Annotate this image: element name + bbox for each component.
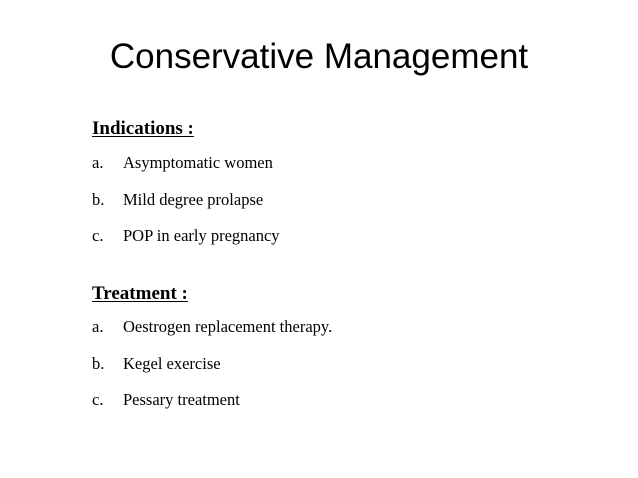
indications-item-b — [92, 190, 263, 210]
list-item-text: Asymptomatic women — [123, 153, 273, 172]
indications-item-a — [92, 153, 273, 173]
list-item-text: Pessary treatment — [123, 390, 240, 409]
list-marker: a. — [92, 317, 104, 336]
list-item-text: Oestrogen replacement therapy. — [123, 317, 333, 336]
treatment-item-c — [92, 390, 240, 410]
indications-heading: Indications : — [92, 118, 194, 139]
slide-title: Conservative Management — [109, 37, 529, 76]
list-item-text: Mild degree prolapse — [123, 190, 264, 209]
treatment-item-b — [92, 354, 221, 374]
indications-item-c — [92, 226, 280, 246]
treatment-heading: Treatment : — [92, 283, 188, 304]
list-marker: c. — [92, 226, 104, 245]
list-marker: c. — [92, 390, 104, 409]
list-item-text: Kegel exercise — [123, 354, 221, 373]
list-marker: a. — [92, 153, 104, 172]
list-marker: b. — [92, 354, 105, 373]
treatment-item-a — [92, 317, 332, 337]
list-item-text: POP in early pregnancy — [123, 226, 280, 245]
list-marker: b. — [92, 190, 105, 209]
